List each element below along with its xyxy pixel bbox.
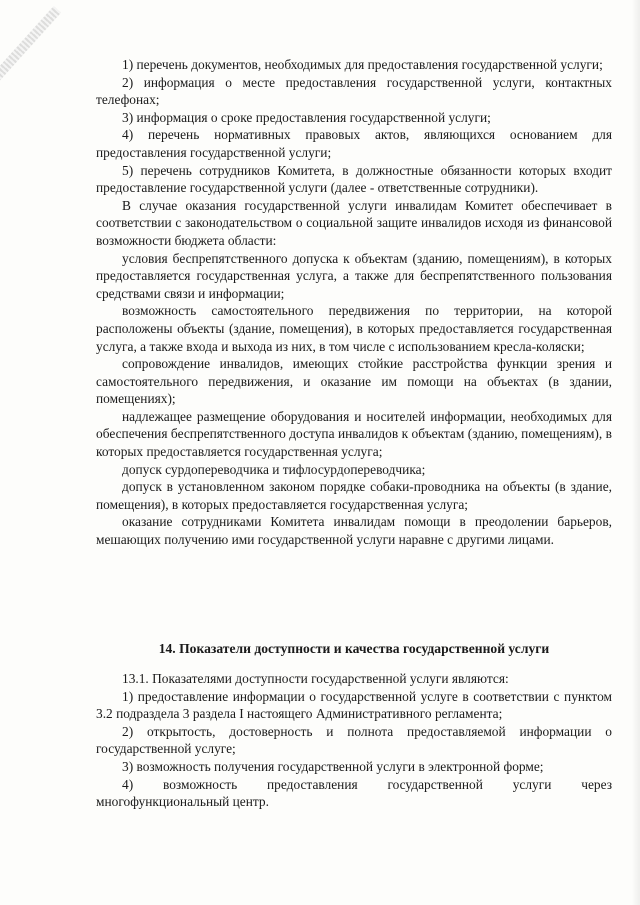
paragraph: 4) перечень нормативных правовых актов, являющихся основанием для предоставления государственной услуги; bbox=[96, 127, 612, 160]
body-text-top bbox=[96, 56, 612, 549]
paragraph: сопровождение инвалидов, имеющих стойкие расстройства функции зрения и самостоятельного передвижения, и оказание им помощи на объектах (в здании, помещениях); bbox=[96, 356, 612, 407]
paragraph: 3) информация о сроке предоставления государственной услуги; bbox=[122, 109, 491, 125]
paragraph: 5) перечень сотрудников Комитета, в должностные обязанности которых входит предоставление государственной услуги (далее - ответственные сотрудники). bbox=[96, 162, 612, 196]
paragraph: 4) возможность предоставления государственной услуги через многофункциональный центр. bbox=[96, 776, 612, 810]
paragraph: допуск в установленном законом порядке собаки-проводника на объекты (в здание, помещения), в которых предоставляется государственная услуга; bbox=[96, 479, 612, 512]
section-heading-block bbox=[96, 640, 612, 658]
section-heading: 14. Показатели доступности и качества государственной услуги bbox=[158, 641, 550, 656]
scanner-edge-artifact bbox=[0, 6, 61, 117]
paragraph: условия беспрепятственного допуска к объектам (зданию, помещениям), в которых предоставляется государственная услуга, а также для беспрепятственного пользования средствами связи и информации; bbox=[96, 250, 612, 301]
paragraph: 3) возможность получения государственной услуги в электронной форме; bbox=[122, 758, 544, 774]
paragraph: 2) информация о месте предоставления государственной услуги, контактных телефонах; bbox=[96, 74, 612, 108]
paragraph: 1) предоставление информации о государственной услуге в соответствии с пунктом 3.2 подраздела 3 раздела I настоящего Административного регламента; bbox=[96, 688, 612, 722]
paragraph: допуск сурдопереводчика и тифлосурдопереводчика; bbox=[122, 461, 426, 477]
paragraph: оказание сотрудниками Комитета инвалидам помощи в преодолении барьеров, мешающих получению ими государственной услуги наравне с другими лицами. bbox=[96, 514, 612, 548]
paragraph: 1) перечень документов, необходимых для предоставления государственной услуги; bbox=[122, 57, 603, 72]
paragraph: возможность самостоятельного передвижения по территории, на которой расположены объекты (здание, помещения), в которых предоставляется государственная услуга, а также входа и выхода из них, в том числе с использованием кресла-коляски; bbox=[96, 303, 612, 354]
page-edge-shadow bbox=[632, 0, 640, 905]
paragraph: 2) открытость, достоверность и полнота предоставляемой информации о государственной услуге; bbox=[96, 723, 612, 757]
paragraph: В случае оказания государственной услуги инвалидам Комитет обеспечивает в соответствии с законодательством о социальной защите инвалидов исходя из финансовой возможности бюджета области: bbox=[96, 197, 612, 248]
paragraph: надлежащее размещение оборудования и носителей информации, необходимых для обеспечения беспрепятственного доступа инвалидов к объектам (зданию, помещениям), в которых предоставляется государственная услуга; bbox=[96, 408, 612, 460]
paragraph: 13.1. Показателями доступности государственной услуги являются: bbox=[122, 671, 509, 686]
body-text-bottom bbox=[96, 670, 612, 811]
